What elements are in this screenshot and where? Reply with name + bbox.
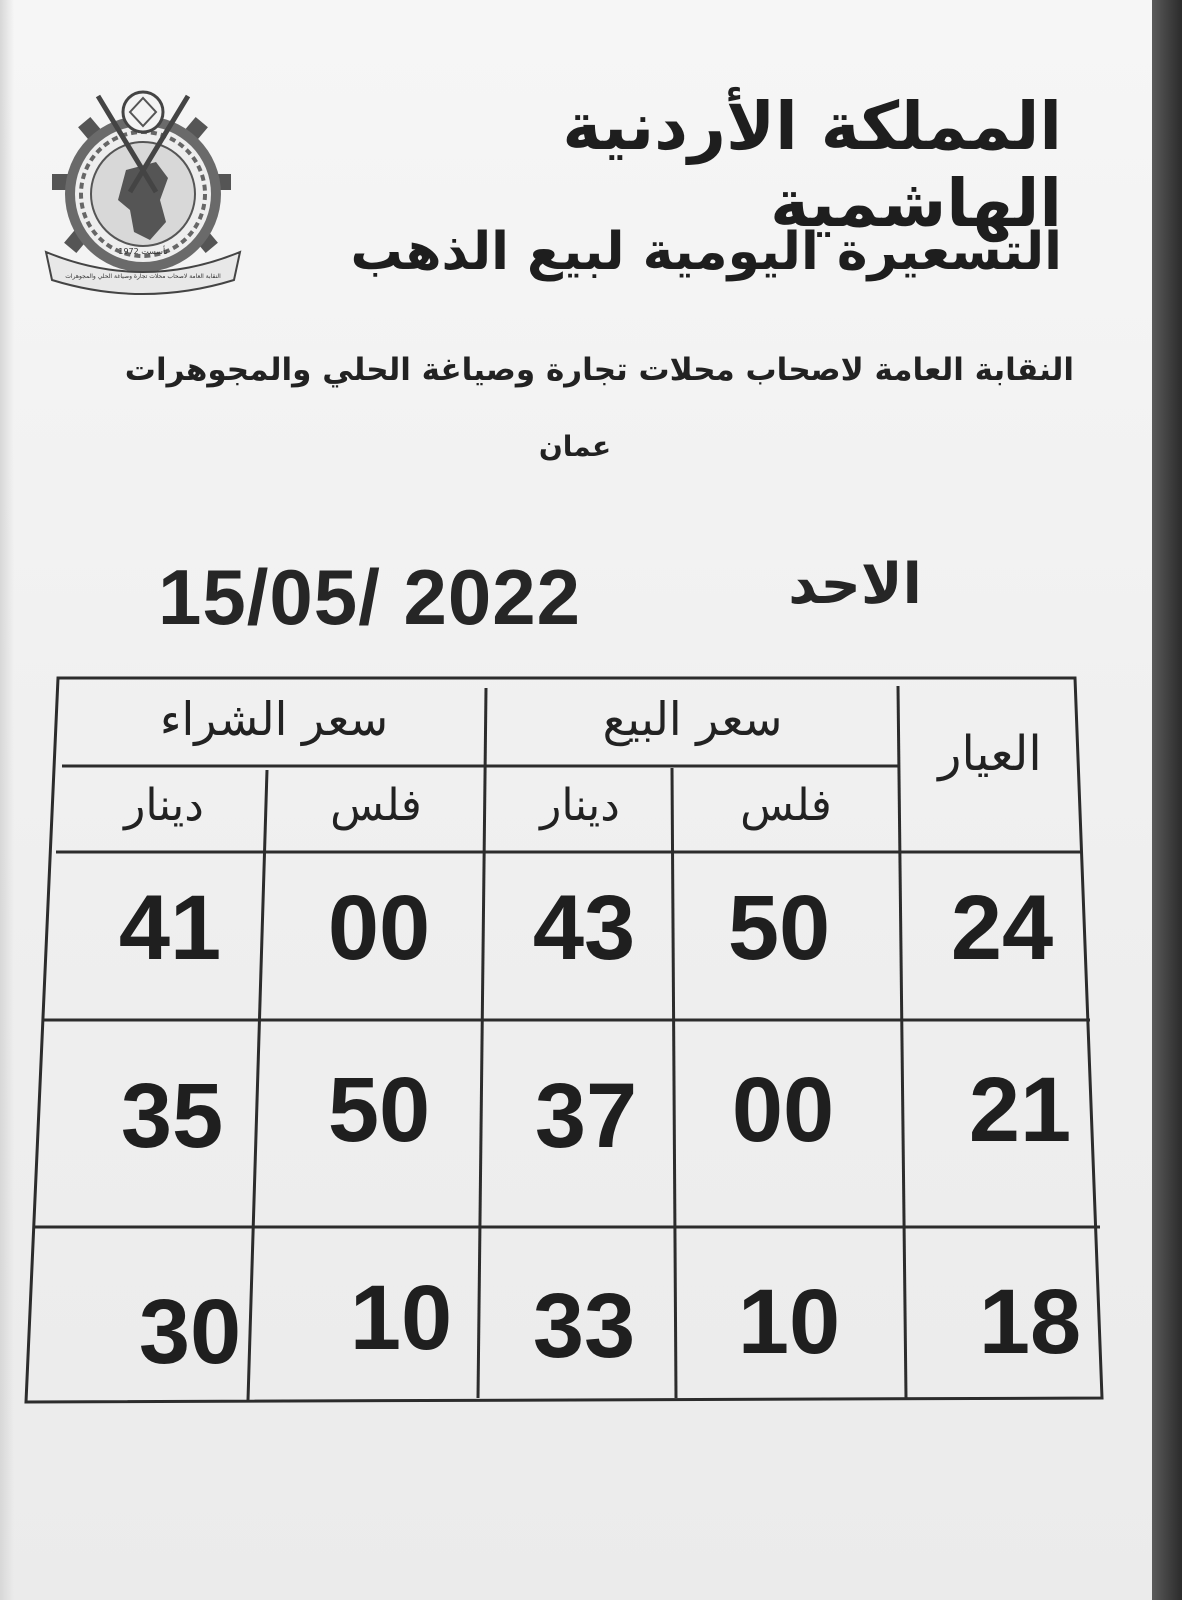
syndicate-name: النقابة العامة لاصحاب محلات تجارة وصياغة الحلي والمجوهرات <box>124 352 1074 388</box>
kingdom-title: المملكة الأردنية الهاشمية <box>562 88 1062 242</box>
row2-buy-fils: 50 <box>327 1059 431 1161</box>
row1-buy-dinar: 41 <box>118 877 222 979</box>
row2-karat: 21 <box>968 1059 1072 1161</box>
sell-price-header: سعر البيع <box>602 692 783 746</box>
row3-karat: 18 <box>978 1271 1082 1373</box>
buy-price-header: سعر الشراء <box>159 692 389 746</box>
row1-sell-dinar: 43 <box>532 877 636 979</box>
row3-sell-dinar: 33 <box>532 1275 636 1377</box>
col-divider-karat <box>898 686 906 1398</box>
row3-sell-fils: 10 <box>737 1271 841 1373</box>
city-label: عمان <box>538 430 612 463</box>
weekday-label: الاحد <box>788 552 922 617</box>
karat-header: العيار <box>938 726 1042 782</box>
sell-fils-header: فلس <box>740 780 832 831</box>
row2-sell-fils: 00 <box>731 1059 835 1161</box>
buy-fils-header: فلس <box>330 780 422 831</box>
pricing-subtitle: التسعيرة اليومية لبيع الذهب <box>350 222 1062 282</box>
row2-sell-dinar: 37 <box>534 1065 638 1167</box>
logo-ribbon-text: النقابة العامة لاصحاب محلات تجارة وصياغة الحلي والمجوهرات <box>65 273 221 280</box>
pricing-date: 15/05/ 2022 <box>158 553 582 641</box>
sell-dinar-header: دينار <box>540 780 620 831</box>
row1-buy-fils: 00 <box>327 877 431 979</box>
row1-sell-fils: 50 <box>727 877 831 979</box>
buy-dinar-header: دينار <box>124 780 204 831</box>
row3-buy-fils: 10 <box>349 1267 453 1369</box>
row1-karat: 24 <box>950 877 1054 979</box>
logo-year-text: تأسست 1972 <box>118 247 168 256</box>
row3-buy-dinar: 30 <box>138 1281 242 1383</box>
row2-buy-dinar: 35 <box>120 1065 224 1167</box>
